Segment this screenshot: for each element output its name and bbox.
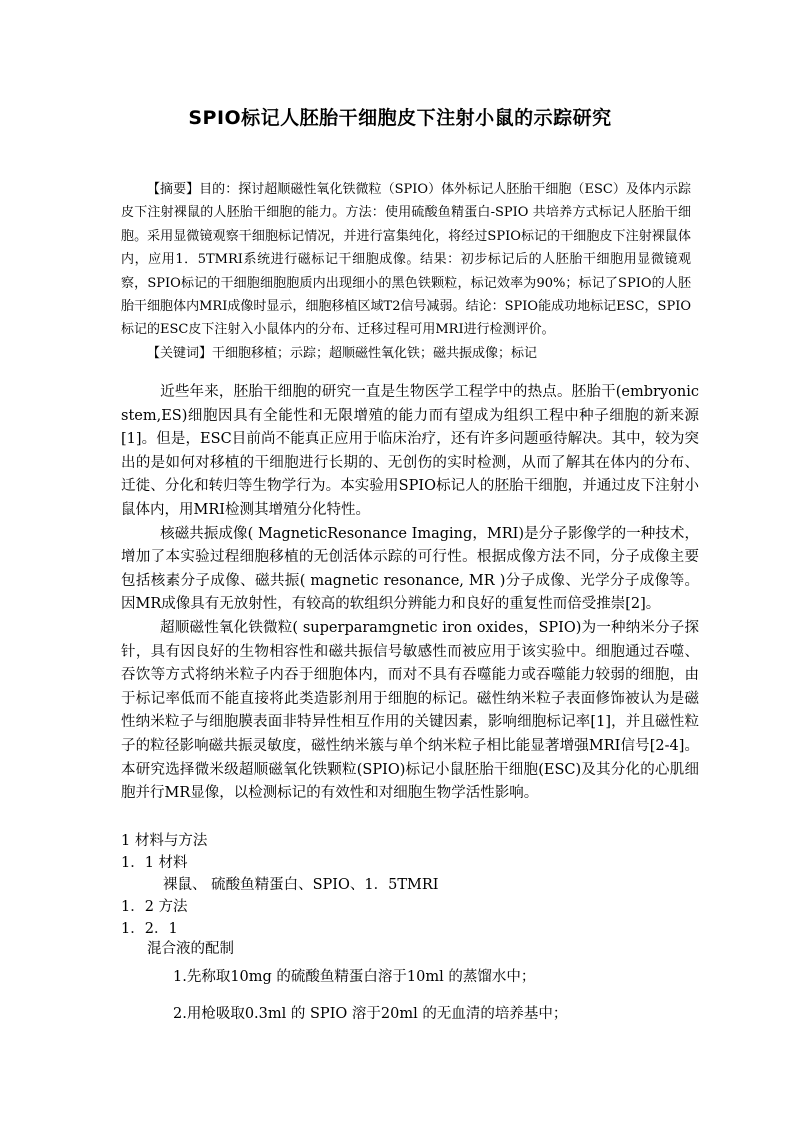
- paper-title: SPIO标记人胚胎干细胞皮下注射小鼠的示踪研究: [188, 107, 612, 129]
- section-heading-1-2-1: 1．2．1: [121, 921, 178, 937]
- subsection-title: 混合液的配制: [147, 941, 234, 957]
- keywords-label: 【关键词】: [147, 345, 213, 361]
- method-step-2: 2.用枪吸取0.3ml 的 SPIO 溶于20ml 的无血清的培养基中；: [173, 1006, 568, 1022]
- abstract-label: 【摘要】: [147, 182, 200, 197]
- section-heading-1-2: 1．2 方法: [121, 899, 188, 915]
- abstract-block: [121, 178, 691, 365]
- section-heading-1: 1 材料与方法: [121, 833, 208, 849]
- keywords-paragraph: [121, 342, 691, 365]
- body-paragraph-2: 核磁共振成像( MagneticResonance Imaging，MRI)是分子影像学的一种技术，增加了本实验过程细胞移植的无创活体示踪的可行性。根据成像方法不同，分子成像主要包括核素分子成像、磁共振( magnetic resonance, MR )分子成像、光学分子成像等。因MR成像具有无放射性，有较高的软组织分辨能力和良好的重复性而倍受推崇[2]。: [121, 525, 699, 613]
- abstract-paragraph: [121, 178, 691, 342]
- method-step-1: 1.先称取10mg 的硫酸鱼精蛋白溶于10ml 的蒸馏水中；: [173, 969, 536, 985]
- abstract-text: 目的：探讨超顺磁性氧化铁微粒（SPIO）体外标记人胚胎干细胞（ESC）及体内示踪皮下注射裸鼠的人胚胎干细胞的能力。方法：使用硫酸鱼精蛋白-SPIO 共培养方式标记人胚胎干细胞。采用显微镜观察干细胞标记情况，并进行富集纯化，将经过SPIO标记的干细胞皮下注射裸鼠体内，应用1．5TMRI系统进行磁标记干细胞成像。结果：初步标记后的人胚胎干细胞用显微镜观察，SPIO标记的干细胞细胞胞质内出现细小的黑色铁颗粒，标记效率为90%；标记了SPIO的人胚胎干细胞体内MRI成像时显示，细胞移植区域T2信号减弱。结论：SPIO能成功地标记ESC，SPIO标记的ESC皮下注射入小鼠体内的分布、迁移过程可用MRI进行检测评价。: [121, 182, 691, 338]
- body-text: [121, 381, 699, 806]
- keywords-text: 干细胞移植；示踪；超顺磁性氧化铁；磁共振成像；标记: [212, 345, 538, 361]
- body-paragraph-1: 近些年来，胚胎干细胞的研究一直是生物医学工程学中的热点。胚胎干(embryonic stem,ES)细胞因具有全能性和无限增殖的能力而有望成为组织工程中种子细胞的新来源[1]。但是，ESC目前尚不能真正应用于临床治疗，还有许多问题亟待解决。其中，较为突出的是如何对移植的干细胞进行长期的、无创伤的实时检测，从而了解其在体内的分布、迁徙、分化和转归等生物学行为。本实验用SPIO标记人的胚胎干细胞，并通过皮下注射小鼠体内，用MRI检测其增殖分化特性。: [121, 384, 699, 518]
- body-paragraph-3: 超顺磁性氧化铁微粒( superparamgnetic iron oxides，SPIO)为一种纳米分子探针，具有因良好的生物相容性和磁共振信号敏感性而被应用于该实验中。细胞通过吞噬、吞饮等方式将纳米粒子内吞于细胞体内，而对不具有吞噬能力或吞噬能力较弱的细胞，由于标记率低而不能直接将此类造影剂用于细胞的标记。磁性纳米粒子表面修饰被认为是磁性纳米粒子与细胞膜表面非特异性相互作用的关键因素，影响细胞标记率[1]，并且磁性粒子的粒径影响磁共振灵敏度，磁性纳米簇与单个纳米粒子相比能显著增强MRI信号[2-4]。本研究选择微米级超顺磁氧化铁颗粒(SPIO)标记小鼠胚胎干细胞(ESC)及其分化的心肌细胞并行MR显像，以检测标记的有效性和对细胞生物学活性影响。: [121, 619, 699, 802]
- materials-list: 裸鼠、 硫酸鱼精蛋白、SPIO、1．5TMRI: [163, 877, 439, 893]
- section-heading-1-1: 1．1 材料: [121, 855, 188, 871]
